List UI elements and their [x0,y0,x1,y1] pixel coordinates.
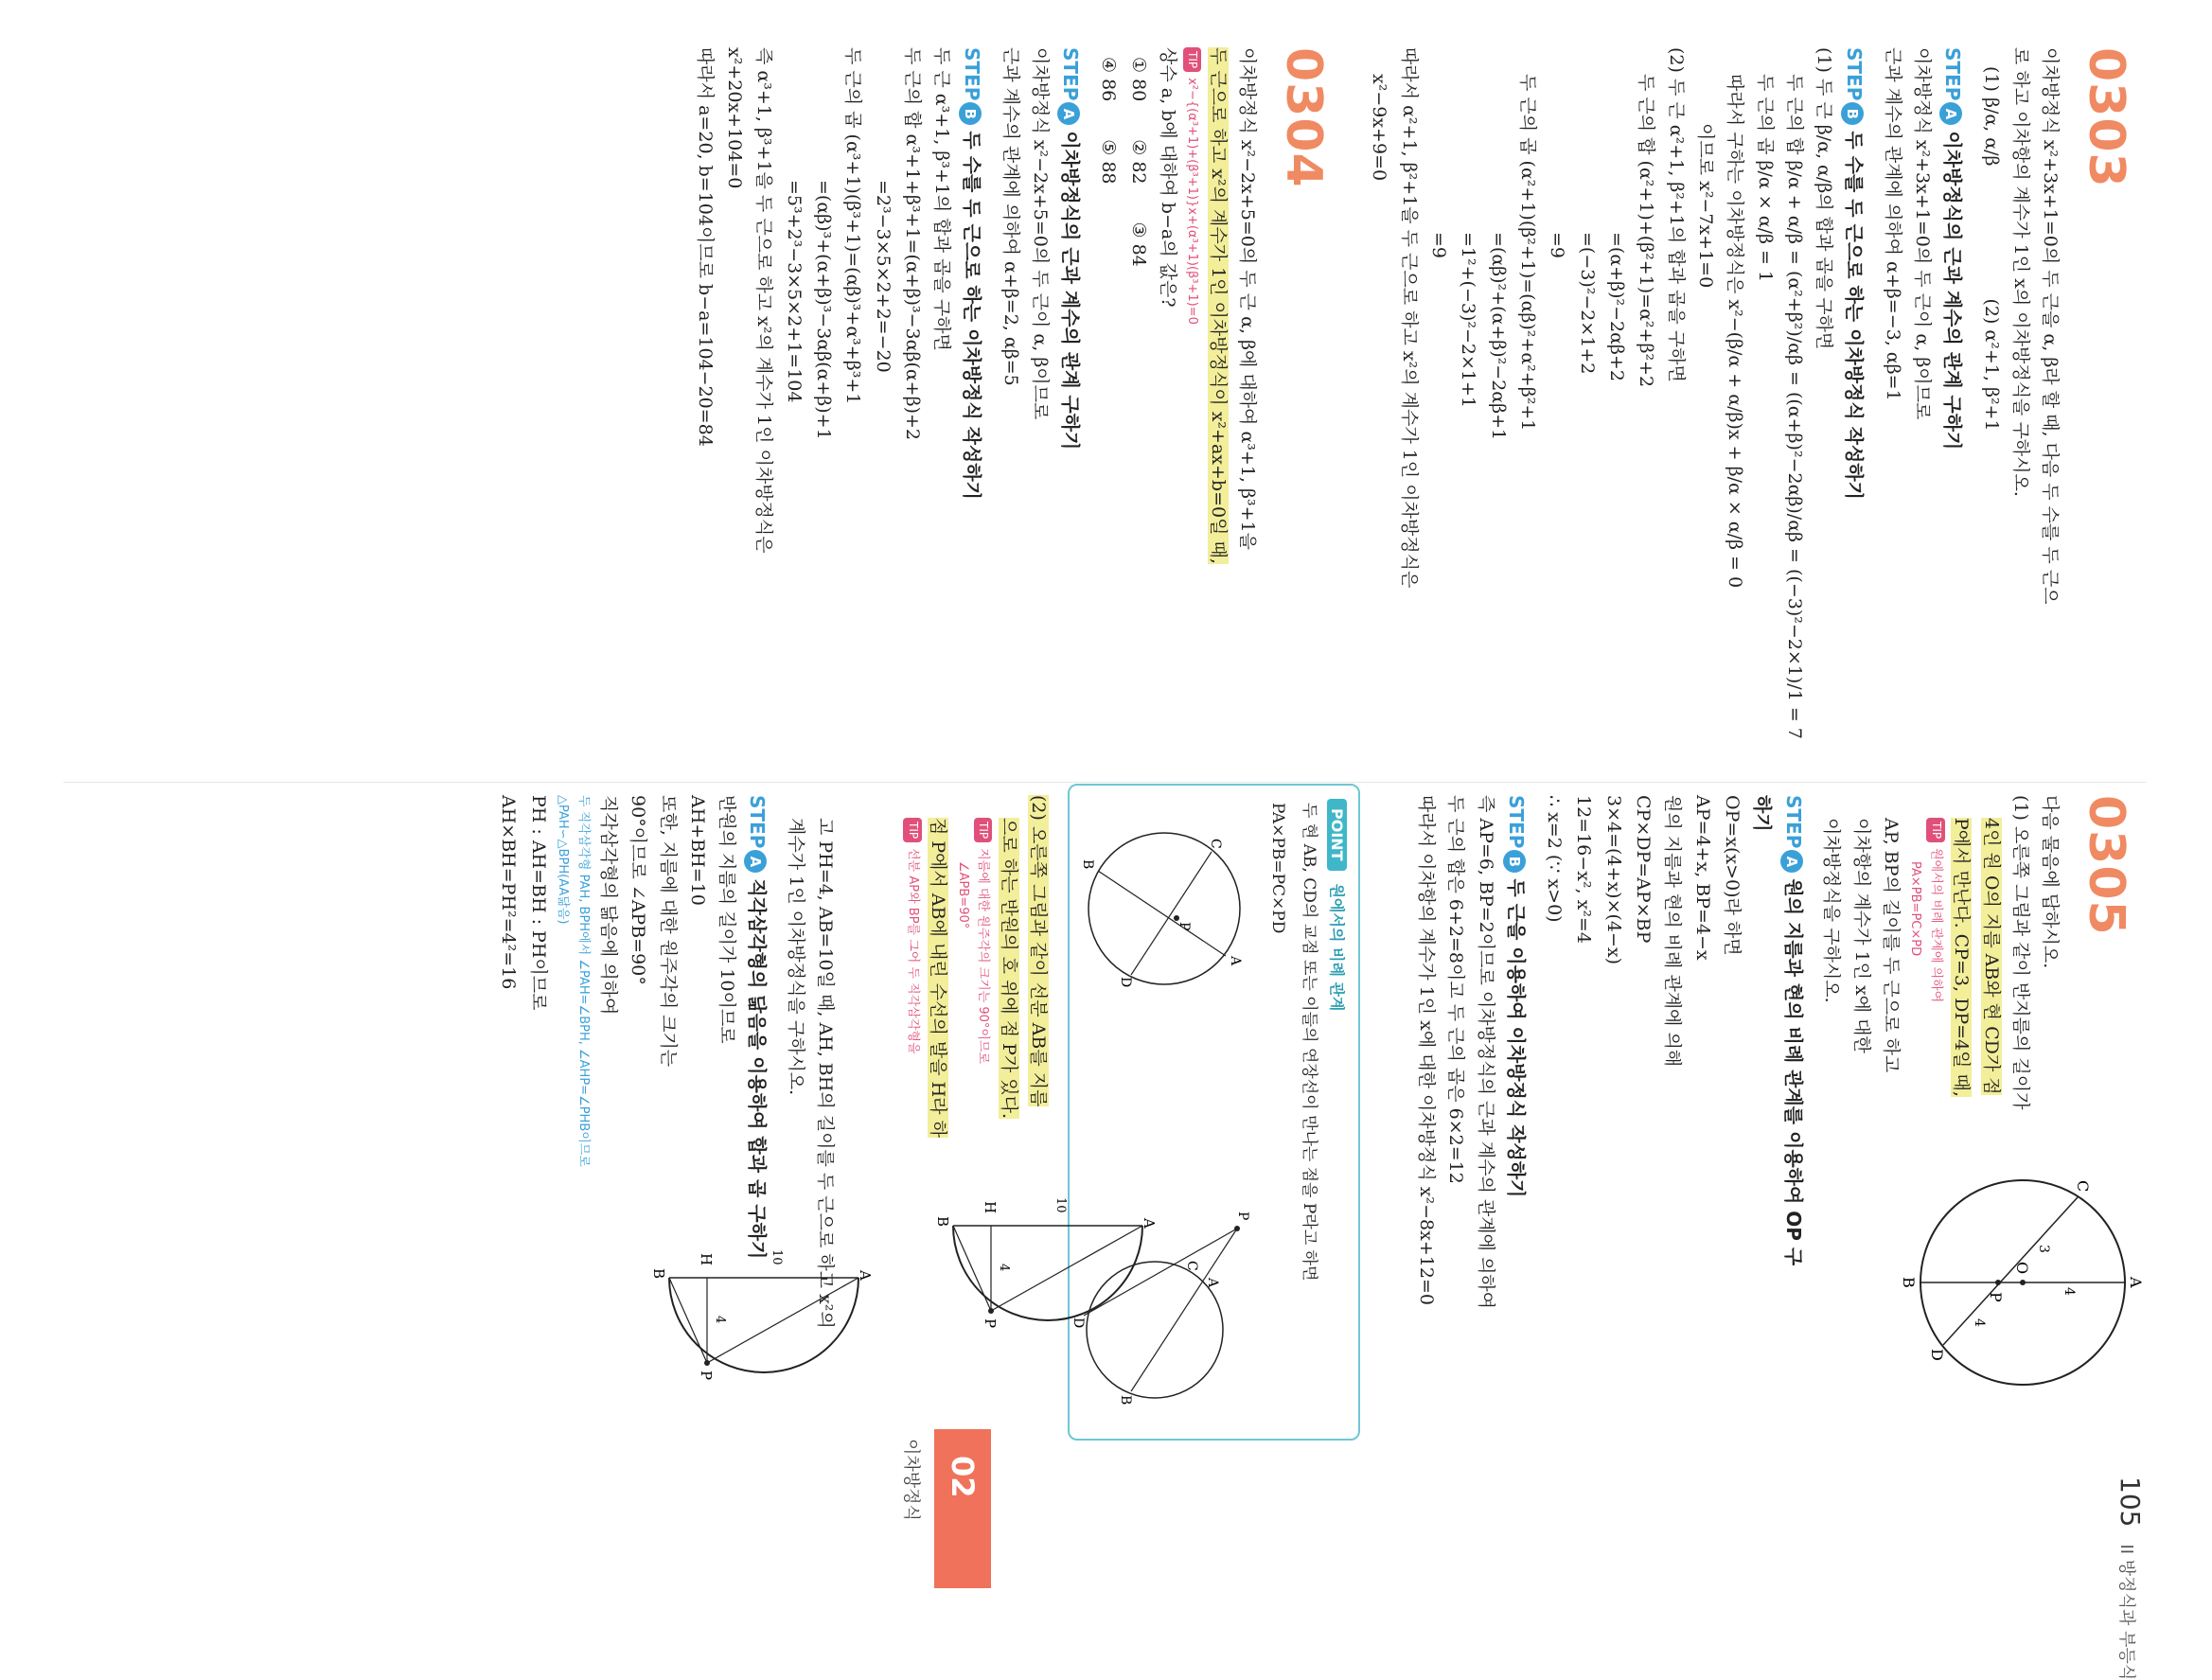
svg-text:H: H [698,1253,715,1266]
chapter-tab: 02 [934,1429,991,1588]
svg-text:B: B [1900,1277,1918,1288]
svg-text:B: B [934,1216,951,1228]
step-badge: A [1939,102,1962,125]
prompt-line: 이차방정식 x²+3x+1=0의 두 근을 α, β라 할 때, 다음 두 수를 두 근으 [2040,47,2062,605]
intersecting-chords-figure [1079,814,1254,1003]
svg-text:B: B [650,1268,667,1280]
text-line: (1) 두 근 β/α, α/β의 합과 곱을 구하면 [1814,47,1835,350]
text-line: 즉 α³+1, β³+1을 두 근으로 하고 x²의 계수가 1인 이차방정식은 [753,47,775,554]
svg-text:4: 4 [713,1316,727,1324]
page-footer [2115,1477,2146,1680]
problem-number-0305: 0305 [2078,795,2134,936]
svg-text:B: B [1080,859,1095,870]
question-line: 이차방정식을 구하시오. [1821,818,1843,1003]
point-formula: PA×PB=PC×PD [1267,803,1287,934]
tip-note: TIPx²−{(α³+1)+(β³+1)}x+(α³+1)(β³+1)=0 [1182,47,1202,767]
prompt-line: 로 하고 이차항의 계수가 1인 x의 이차방정식을 구하시오. [2009,47,2031,497]
equation-line: 두 근의 합 (α²+1)+(β²+1)=α²+β²+2 [1636,74,1657,388]
step-heading: STEPA이차방정식의 근과 계수의 관계 구하기 [1941,47,1965,451]
tip-note: TIP선분 AP와 BP를 그어 두 직각삼각형을 [903,795,923,1287]
text-line: 직각삼각형의 닮음에 의하여 [597,795,619,1016]
svg-text:4: 4 [2062,1287,2077,1296]
equation-line: x²+20x+104=0 [723,47,745,189]
svg-text:A: A [857,1270,874,1281]
choice: ③ 84 [1127,221,1149,267]
svg-text:D: D [1071,1317,1086,1329]
text-line: 반원의 지름의 길이가 10이므로 [717,795,738,1044]
svg-text:B: B [1118,1395,1133,1406]
svg-text:3: 3 [2036,1245,2051,1253]
tip-note: PA×PB=PC×PD [1908,861,1923,957]
tip-note: ∠APB=90° [955,861,970,929]
equation-line: x²−9x+9=0 [1369,74,1390,182]
svg-text:4: 4 [1972,1318,1987,1327]
svg-text:D: D [1928,1349,1946,1361]
equation-line: 두 근의 곱 (α²+1)(β²+1)=(αβ)²+α²+β²+1 [1517,74,1539,432]
sub-question: (2) α²+1, β²+1 [1980,298,2002,432]
equation-line: =9 [1428,232,1450,259]
equation-line: 따라서 구하는 이차방정식은 x²−(β/α + α/β)x + β/α × α/β = 0 [1725,74,1746,589]
choices-row [1093,47,1123,767]
question-line: 점 P에서 AB에 내린 수선의 발을 H라 하 [928,818,949,1138]
column-left [689,47,2146,767]
step-badge: B [1841,102,1864,125]
choice: ④ 86 [1098,57,1120,102]
question-line: 고 PH=4, AB=10일 때, AH, BH의 길이를 두 근으로 하고 x²의 [815,818,836,1329]
svg-text:O: O [2013,1262,2031,1275]
point-tag: POINT [1327,799,1347,871]
step-heading: STEPA이차방정식의 근과 계수의 관계 구하기 [1059,47,1083,451]
svg-text:A: A [2127,1277,2145,1288]
choices-row [1123,47,1152,767]
sub-questions [1975,47,2005,767]
prompt-line: 이차방정식 x²−2x+5=0의 두 근 α, β에 대하여 α³+1, β³+1을 [1237,47,1259,550]
question-line: 계수가 1인 이차방정식을 구하시오. [785,818,806,1096]
column-divider [63,782,2146,783]
text-line: AP=4+x, BP=4−x [1691,795,1713,961]
svg-text:D: D [1118,977,1133,988]
text-line: 90°이므로 ∠APB=90° [628,795,649,985]
text-line: AH+BH=10 [686,795,708,906]
equation-line: =(−3)²−2×1+2 [1576,232,1598,375]
equation-line: =(αβ)³+(α+β)³−3αβ(α+β)+1 [812,180,834,440]
choice: ⑤ 88 [1098,139,1120,185]
question-line: AP, BP의 길이를 두 근으로 하고 [1880,818,1902,1073]
prompt-line: 두 근으로 하고 x²의 계수가 1인 이차방정식이 x²+ax+b=0일 때, [1207,47,1229,564]
text-line: 3×4=(4+x)×(4−x) [1602,795,1624,965]
text-line: 12=16−x², x²=4 [1573,795,1595,944]
step-badge: A [744,850,767,873]
unit-title: II 방정식과 부등식 [2116,1544,2136,1680]
text-line: 즉 AP=6, BP=2이므로 이차방정식의 근과 계수의 관계에 의하여 [1475,795,1496,1310]
text-line: 따라서 a=20, b=104이므로 b−a=104−20=84 [694,47,716,447]
point-text: 두 현 AB, CD의 교점 또는 이들의 연장선이 만나는 점을 P라고 하면 [1300,803,1318,1282]
prompt-line: 상수 a, b에 대하여 b−a의 값은? [1158,47,1179,308]
question-line: 4인 원 O의 지름 AB와 현 CD가 점 [1980,818,2002,1095]
svg-text:C: C [1208,839,1223,849]
text-line: 이차방정식 x²−2x+5=0의 두 근이 α, β이므로 [1030,47,1052,420]
step-heading: STEPA직각삼각형의 닮음을 이용하여 합과 곱 구하기 [746,795,770,1260]
svg-text:10: 10 [1053,1197,1068,1213]
tip-note: TIP원에서의 비례 관계에 의하여 [1925,795,1945,1268]
svg-text:A: A [1205,1278,1220,1288]
question-line: P에서 만난다. CP=3, DP=4일 때, [1951,818,1973,1097]
sub-question: (1) β/α, α/β [1980,66,2002,167]
svg-text:C: C [1184,1261,1199,1271]
semicircle-figure [934,1159,1158,1377]
text-line: (2) 두 근 α²+1, β²+1의 합과 곱을 구하면 [1665,47,1687,382]
svg-text:P: P [698,1371,715,1381]
svg-text:10: 10 [770,1249,784,1265]
equation-line: =5³+2³−3×5×2+1=104 [783,180,805,403]
text-line: 이차방정식 x²+3x+1=0의 두 근이 α, β이므로 [1912,47,1934,420]
text-line: OP=x(x>0)라 하면 [1721,795,1743,956]
text-line: CP×DP=AP×BP [1632,795,1654,944]
question-line: 으로 하는 반원의 호 위에 점 P가 있다. [998,818,1019,1120]
text-line: 또한, 지름에 대한 원주각의 크기는 [657,795,679,1068]
text-line: 근과 계수의 관계에 의하여 α+β=2, αβ=5 [1000,47,1021,386]
step-heading: STEPB두 근을 이용하여 이차방정식 작성하기 [1504,795,1528,1198]
chapter-name: 이차방정식 [901,1439,921,1521]
equation-line: =2³−3×5×2+2=−20 [872,180,894,373]
text-line: 두 근의 합은 6+2=8이고 두 근의 곱은 6×2=12 [1445,795,1467,1184]
step-badge: A [1780,850,1803,873]
step-badge: A [1057,102,1080,125]
choice: ② 82 [1127,139,1149,185]
question-line: (1) 오른쪽 그림과 같이 반지름의 길이가 [2009,795,2031,1110]
side-note: △PAH∽△BPH(AA닮음) [556,795,571,925]
text-line: PH : AH=BH : PH이므로 [527,795,549,1011]
svg-text:P: P [1235,1211,1250,1221]
step-heading: STEPB두 수를 두 근으로 하는 이차방정식 작성하기 [961,47,984,500]
svg-text:P: P [1987,1292,2005,1302]
prompt-line: 다음 물음에 답하시오. [2040,795,2062,969]
equation-line: =(α+β)²−2αβ+2 [1606,232,1628,381]
column-right-part3 [493,795,840,1552]
text-line: 따라서 이차항의 계수가 1인 x에 대한 이차방정식 x²−8x+12=0 [1415,795,1437,1305]
equation-line: =(αβ)²+(α+β)²−2αβ+1 [1487,232,1509,441]
equation-line: 두 근의 곱 β/α × α/β = 1 [1754,74,1776,283]
svg-text:C: C [2074,1180,2092,1193]
question-line: (2) 오른쪽 그림과 같이 선분 AB를 지름 [1028,795,1049,1107]
svg-text:A: A [1141,1218,1158,1229]
semicircle-figure-2 [650,1211,874,1429]
svg-text:4: 4 [997,1264,1011,1272]
step-badge: B [1503,850,1526,873]
svg-text:H: H [982,1201,999,1214]
problem-number-0304: 0304 [1274,47,1332,188]
page-number: 105 [2115,1477,2146,1528]
text-line: 근과 계수의 관계에 의하여 α+β=−3, αβ=1 [1882,47,1903,401]
choice: ① 80 [1127,57,1149,102]
problem-number-0303: 0303 [2078,47,2134,188]
equation-line: 이므로 x²−7x+1=0 [1695,123,1717,289]
side-note: 두 직각삼각형 PAH, BPH에서 ∠PAH=∠BPH, ∠AHP=∠PHB이므로 [575,795,591,1167]
text-line: 두 근 α³+1, β³+1의 합과 곱을 구하면 [931,47,953,351]
text-line: ∴ x=2 (∵ x>0) [1543,795,1565,923]
equation-line: 두 근의 곱 (α³+1)(β³+1)=(αβ)³+α³+β³+1 [842,47,864,405]
equation-line: =9 [1547,232,1568,259]
equation-line: 두 근의 합 α³+1+β³+1=(α+β)³−3αβ(α+β)+2 [902,47,923,441]
step-badge: B [959,102,982,125]
question-line: 이차항의 계수가 1인 x에 대한 [1850,818,1872,1053]
step-heading: STEPA원의 지름과 현의 비례 관계를 이용하여 OP 구하기 [1750,795,1805,1266]
equation-line: 두 근의 합 β/α + α/β = (α²+β²)/αβ = ((α+β)²−2αβ)/αβ = ((−3)²−2×1)/1 = 7 [1784,74,1806,739]
svg-text:A: A [1228,956,1243,966]
svg-text:P: P [982,1318,999,1329]
svg-text:P: P [1177,922,1192,931]
equation-line: =1²+(−3)²−2×1+1 [1458,232,1479,409]
text-line: 원의 지름과 현의 비례 관계에 의해 [1662,795,1684,1068]
point-title: 원에서의 비례 관계 [1328,883,1346,1012]
step-heading: STEPB두 수를 두 근으로 하는 이차방정식 작성하기 [1843,47,1867,500]
text-line: 따라서 α²+1, β²+1을 두 근으로 하고 x²의 계수가 1인 이차방정식은 [1398,47,1420,589]
circle-chord-figure [1900,1159,2146,1406]
text-line: AH×BH=PH²=4²=16 [498,795,520,990]
tip-note: TIP지름에 대한 원주각의 크기는 90°이므로 [973,795,993,1287]
